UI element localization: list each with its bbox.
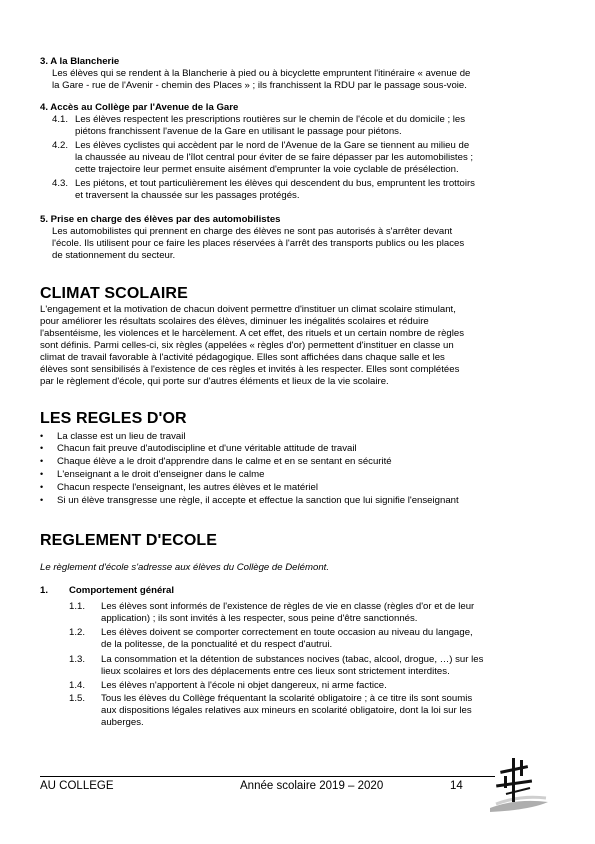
item-line: aux dispositions légales relatives aux mineurs en scolarité obligatoire, dont la loi sur les: [101, 705, 472, 716]
regles-heading: LES REGLES D'OR: [40, 410, 187, 427]
section-3-line: la Gare - rue de l'Avenir - chemin des Places » ; ils franchissent la RDU par le passage sous-voie.: [52, 80, 467, 91]
bullet-icon: •: [40, 469, 44, 479]
climat-line: élèves sont sensibilisés à l'existence de ces règles et invités à les respecter. Elles sont complétées: [40, 364, 460, 375]
item-line: Les élèves sont informés de l'existence de règles de vie en classe (règles d'or et de leur: [101, 601, 475, 612]
list-item: Si un élève transgresse une règle, il accepte et effectue la sanction que lui signifie l'enseignant: [57, 495, 459, 506]
item-line: lieux scolaires et lors des déplacements entre ces lieux sont strictement interdites.: [101, 666, 450, 677]
climat-heading: CLIMAT SCOLAIRE: [40, 285, 188, 302]
section-5-line: de stationnement du secteur.: [52, 250, 176, 261]
item-line: Les piétons, et tout particulièrement les élèves qui descendent du bus, empruntent les trottoirs: [75, 178, 475, 189]
item-line: Les élèves n'apportent à l'école ni objet dangereux, ni arme factice.: [101, 680, 387, 691]
climat-line: climat de travail favorable à l'activité pédagogique. Elles sont affichées dans chaque salle et les: [40, 352, 445, 363]
reglement-heading: REGLEMENT D'ECOLE: [40, 532, 218, 549]
item-line: Les élèves doivent se comporter correctement en toute occasion au niveau du langage,: [101, 627, 473, 638]
list-item: Chacun respecte l'enseignant, les autres élèves et le matériel: [57, 482, 319, 493]
item-number: 4.2.: [52, 140, 69, 151]
climat-line: sont définis. Parmi celles-ci, six règles (appelées « règles d'or) permettent d'instituer en classe un: [40, 340, 454, 351]
item-number: 4.3.: [52, 178, 69, 189]
section-3-title: 3. A la Blancherie: [40, 56, 120, 67]
item-line: cette trajectoire leur permet ensuite aisément d'emprunter la voie cyclable de présélection.: [75, 164, 459, 175]
list-item: Chacun fait preuve d'autodiscipline et d'une véritable attitude de travail: [57, 443, 357, 454]
list-item: L'enseignant a le droit d'enseigner dans le calme: [57, 469, 265, 480]
subsection-title: Comportement général: [69, 585, 175, 596]
bullet-icon: •: [40, 456, 44, 466]
item-line: application) ; ils sont invités à les respecter, sous peine d'être sanctionnés.: [101, 613, 418, 624]
bullet-icon: •: [40, 431, 44, 441]
section-5-line: l'école. Ils utilisent pour ce faire les places réservées à l'arrêt des transports publics ou les places: [52, 238, 465, 249]
item-line: auberges.: [101, 717, 144, 728]
reglement-intro: Le règlement d'école s'adresse aux élèves du Collège de Delémont.: [40, 562, 329, 573]
bullet-icon: •: [40, 443, 44, 453]
item-line: Les élèves respectent les prescriptions routières sur le chemin de l'école et du domicile ; les: [75, 114, 466, 125]
item-line: et traversent la chaussée sur les passages protégés.: [75, 190, 300, 201]
item-number: 1.3.: [69, 654, 86, 665]
item-number: 1.5.: [69, 693, 86, 704]
section-5-line: Les automobilistes qui prennent en charge des élèves ne sont pas autorisés à s'arrêter devant: [52, 226, 453, 237]
item-line: de la politesse, de la ponctualité et du respect d'autrui.: [101, 639, 333, 650]
item-line: La consommation et la détention de substances nocives (tabac, alcool, drogue, …) sur les: [101, 654, 484, 665]
item-line: Les élèves cyclistes qui accèdent par le nord de l'Avenue de la Gare se tiennent au milieu de: [75, 140, 470, 151]
item-line: Tous les élèves du Collège fréquentant la scolarité obligatoire ; à ce titre ils sont soumis: [101, 693, 473, 704]
college-logo-icon: [486, 754, 552, 816]
section-5-title: 5. Prise en charge des élèves par des automobilistes: [40, 214, 281, 225]
climat-line: par le règlement d'école, qui porte sur d'autres éléments et lieux de la vie scolaire.: [40, 376, 389, 387]
footer-center: Année scolaire 2019 – 2020: [240, 780, 384, 792]
item-number: 1.1.: [69, 601, 86, 612]
bullet-icon: •: [40, 482, 44, 492]
footer-left: AU COLLEGE: [40, 780, 114, 792]
climat-line: pour améliorer les résultats scolaires des élèves, diminuer les inégalités scolaires et réduire: [40, 316, 429, 327]
climat-line: L'engagement et la motivation de chacun doivent permettre d'instituer un climat scolaire stimulant,: [40, 304, 456, 315]
item-line: piétons franchissent l'avenue de la Gare en utilisant le passage pour piétons.: [75, 126, 402, 137]
page-number: 14: [450, 780, 463, 792]
section-3-line: Les élèves qui se rendent à la Blancherie à pied ou à bicyclette empruntent l'itinéraire « avenue de: [52, 68, 471, 79]
list-item: La classe est un lieu de travail: [57, 431, 186, 442]
climat-line: l'absentéisme, les violences et le harcèlement. A cet effet, des rituels et un certain nombre de règles: [40, 328, 465, 339]
item-number: 1.4.: [69, 680, 86, 691]
item-number: 1.2.: [69, 627, 86, 638]
item-line: la chaussée au niveau de l'îlot central pour éviter de se faire dépasser par les automobilistes ;: [75, 152, 474, 163]
bullet-icon: •: [40, 495, 44, 505]
section-4-title: 4. Accès au Collège par l'Avenue de la Gare: [40, 102, 239, 113]
footer-rule: [40, 776, 495, 777]
list-item: Chaque élève a le droit d'apprendre dans le calme et en se sentant en sécurité: [57, 456, 392, 467]
subsection-number: 1.: [40, 585, 49, 596]
item-number: 4.1.: [52, 114, 69, 125]
